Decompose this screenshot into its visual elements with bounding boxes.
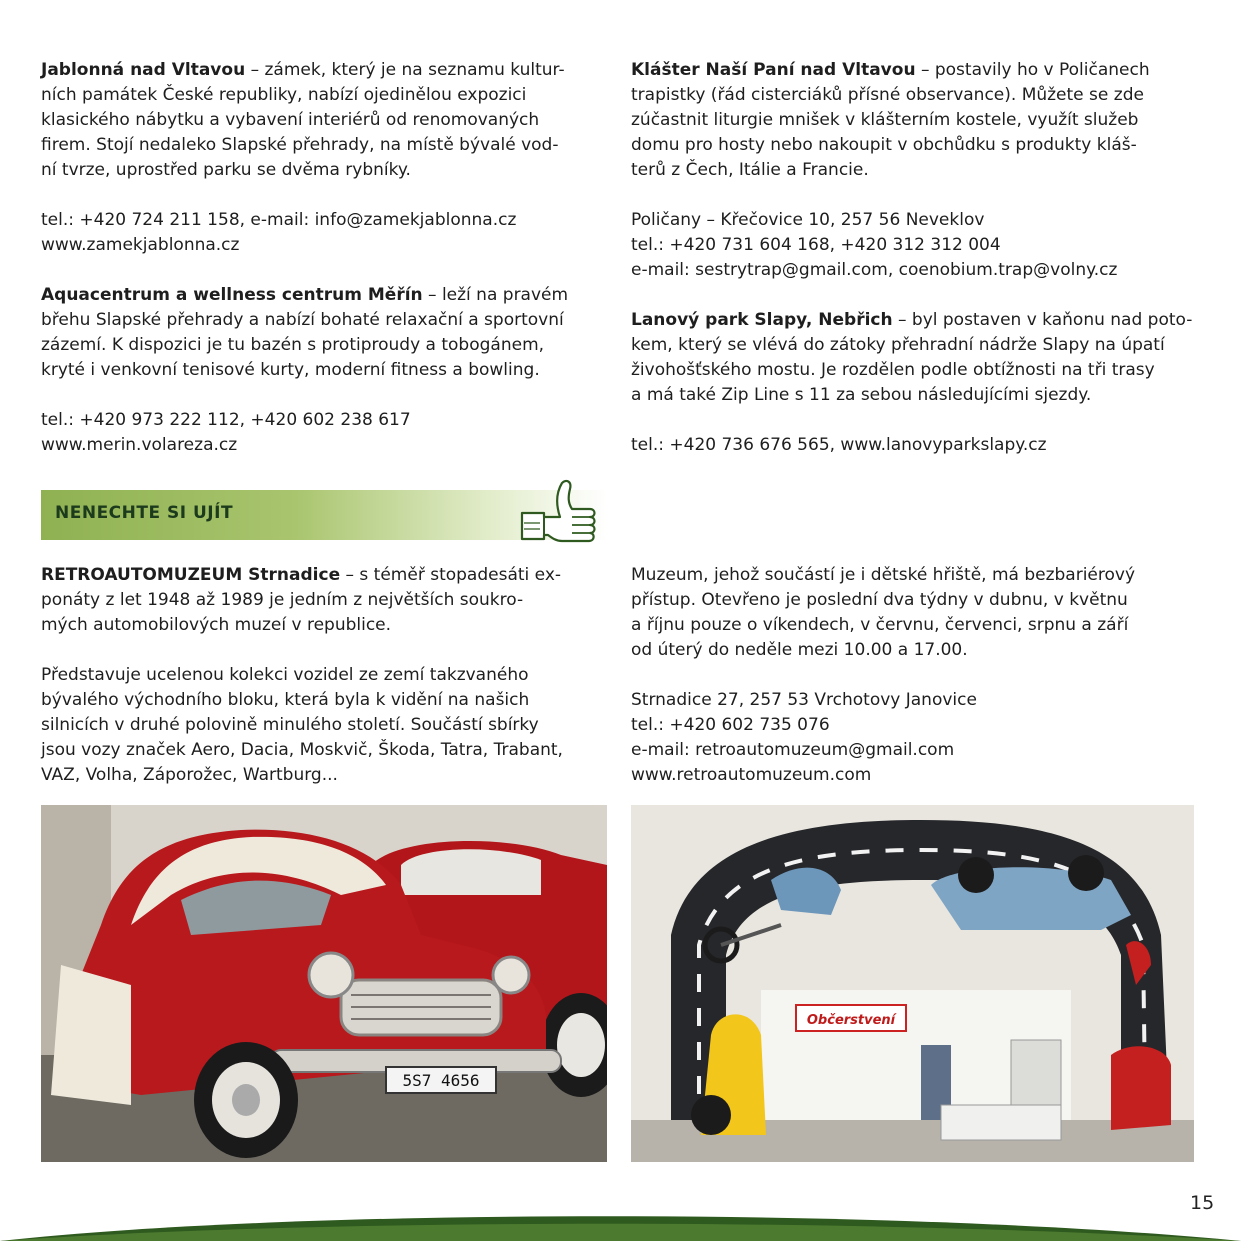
license-plate-text: 5S7 4656 <box>402 1071 480 1090</box>
column-bottom-right <box>631 563 1194 788</box>
museum-interior-illustration <box>631 805 1194 1162</box>
column-top-right <box>631 58 1194 458</box>
aquacentrum-web-link[interactable]: www.merin.volareza.cz <box>41 435 238 455</box>
museum-sign-text: Občerstvení <box>806 1013 896 1028</box>
retro-paragraph: RETROAUTOMUZEUM Strnadice – s téměř stopadesáti ex- ponáty z let 1948 až 1989 je jedním z největších soukro- mých automobilových muzeí v republice. <box>41 565 562 635</box>
column-bottom-left <box>41 563 607 788</box>
footer-decoration <box>0 1180 1241 1241</box>
aquacentrum-paragraph: Aquacentrum a wellness centrum Měřín – leží na pravém břehu Slapské přehrady a nabízí bohaté relaxační a sportovní zázemí. K dispozici je tu bazén s protiproudy a tobogánem, kryté i venkovní tenisové kurty, moderní fitness a bowling. <box>41 285 569 380</box>
photo-museum-interior <box>631 805 1194 1162</box>
lanovy-contact <box>631 433 1194 458</box>
thumbs-up-icon <box>520 475 598 555</box>
retro-title: RETROAUTOMUZEUM Strnadice <box>41 565 341 585</box>
lanovy-title: Lanový park Slapy, Nebřich <box>631 310 893 330</box>
klaster-paragraph: Klášter Naší Paní nad Vltavou – postavily ho v Poličanech trapistky (řád cisterciáků přísné observance). Můžete se zde zúčastnit liturgie mnišek v klášterním kostele, využít služeb domu pro hosty nebo nakoupit v obchůdku s produkty kláš- terů z Čech, Itálie a Francie. <box>631 60 1150 180</box>
klaster-email[interactable]: e-mail: sestrytrap@gmail.com, coenobium.trap@volny.cz <box>631 260 1118 280</box>
klaster-title: Klášter Naší Paní nad Vltavou <box>631 60 916 80</box>
page-number: 15 <box>1190 1192 1215 1214</box>
column-top-left <box>41 58 607 458</box>
museum-hours-paragraph: Muzeum, jehož součástí je i dětské hřiště, má bezbariérový přístup. Otevřeno je poslední dva týdny v dubnu, v květnu a říjnu pouze o víkendech, v červnu, červenci, srpnu a září od úterý do neděle mezi 10.00 a 17.00. <box>631 565 1136 660</box>
museum-web-link[interactable]: www.retroautomuzeum.com <box>631 765 872 785</box>
museum-email[interactable]: e-mail: retroautomuzeum@gmail.com <box>631 740 955 760</box>
lanovy-contact-line[interactable]: tel.: +420 736 676 565, www.lanovyparkslapy.cz <box>631 435 1047 455</box>
aquacentrum-contact: tel.: +420 973 222 112, +420 602 238 617 www.merin.volareza.cz <box>41 408 607 458</box>
klaster-contact: Poličany – Křečovice 10, 257 56 Neveklov tel.: +420 731 604 168, +420 312 312 004 e-mail: sestrytrap@gmail.com, coenobium.trap@volny.cz <box>631 208 1194 283</box>
jablonna-title: Jablonná nad Vltavou <box>41 60 246 80</box>
lanovy-paragraph: Lanový park Slapy, Nebřich – byl postaven v kaňonu nad poto- kem, který se vlévá do zátoky přehradní nádrže Slapy na úpatí živohošťského mostu. Je rozdělen podle obtížnosti na tři trasy a má také Zip Line s 11 za sebou následujícími sjezdy. <box>631 310 1193 405</box>
jablonna-web-link[interactable]: www.zamekjablonna.cz <box>41 235 240 255</box>
jablonna-contact: tel.: +420 724 211 158, e-mail: info@zamekjablonna.cz www.zamekjablonna.cz <box>41 208 607 258</box>
museum-contact: Strnadice 27, 257 53 Vrchotovy Janovice tel.: +420 602 735 076 e-mail: retroautomuzeum@gmail.com www.retroautomuzeum.com <box>631 688 1194 788</box>
aquacentrum-title: Aquacentrum a wellness centrum Měřín <box>41 285 423 305</box>
jablonna-paragraph: Jablonná nad Vltavou – zámek, který je na seznamu kultur- ních památek České republiky, nabízí ojedinělou expozici klasického nábytku a vybavení interiérů od renomovaných firem. Stojí nedaleko Slapské přehrady, na místě bývalé vod- ní tvrze, uprostřed parku se dvěma rybníky. <box>41 60 565 180</box>
retro-collection-paragraph: Představuje ucelenou kolekci vozidel ze zemí takzvaného bývalého východního bloku, která byla k vidění na našich silnicích v druhé polovině minulého století. Součástí sbírky jsou vozy značek Aero, Dacia, Moskvič, Škoda, Tatra, Trabant, VAZ, Volha, Záporožec, Wartburg... <box>41 665 563 785</box>
photo-vintage-car <box>41 805 607 1162</box>
vintage-car-illustration <box>41 805 607 1162</box>
banner-label: NENECHTE SI UJÍT <box>55 503 234 523</box>
